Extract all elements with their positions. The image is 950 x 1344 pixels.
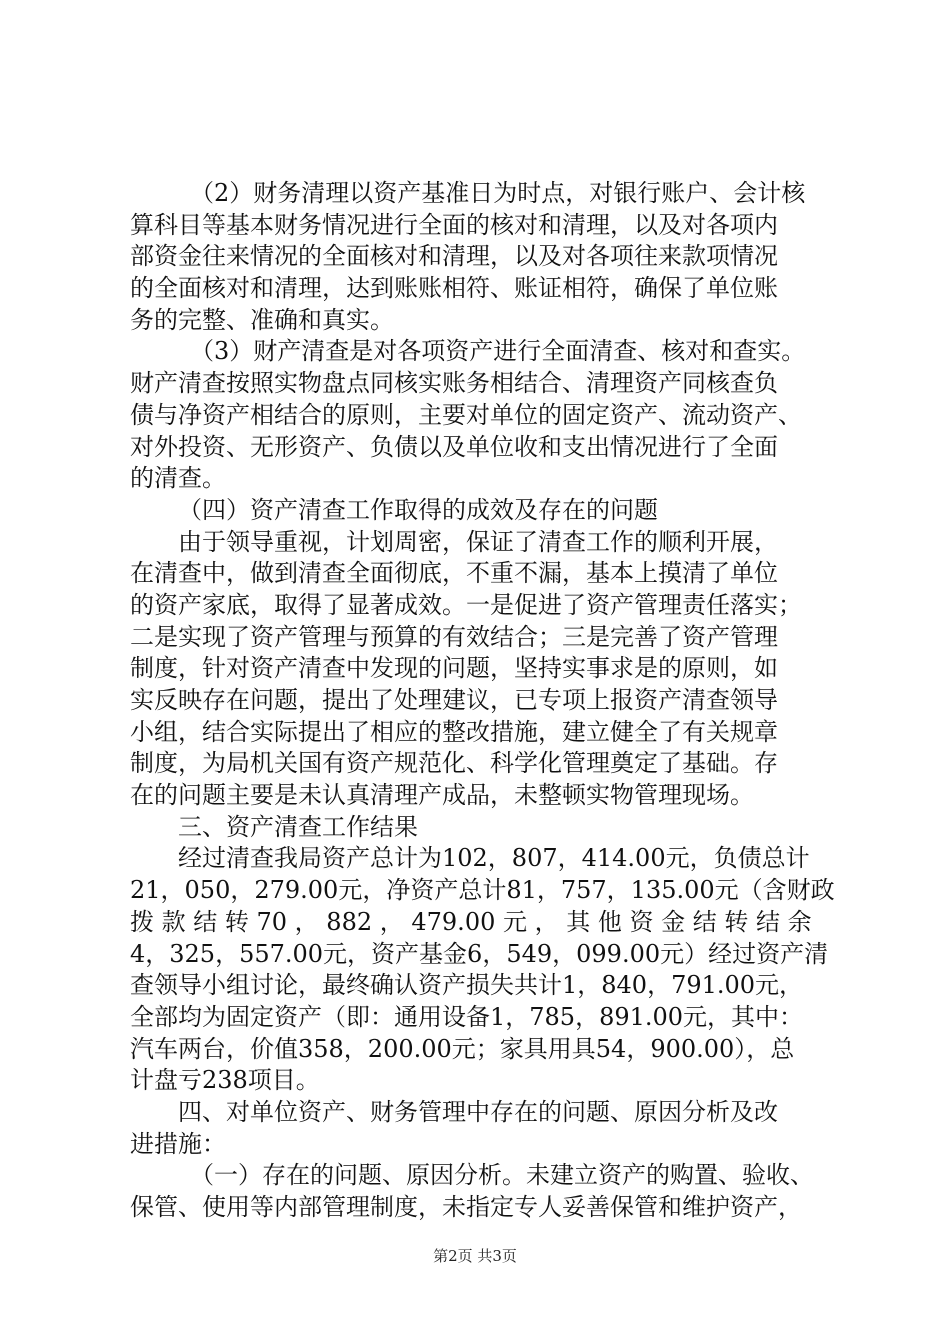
text-line: （3）财产清查是对各项资产进行全面清查、核对和查实。 [190, 337, 806, 365]
text-line: 由于领导重视，计划周密，保证了清查工作的顺利开展， [178, 528, 778, 556]
text-line: （2）财务清理以资产基准日为时点，对银行账户、会计核 [190, 179, 806, 207]
text-line: 务的完整、准确和真实。 [130, 306, 394, 334]
text-line: 在的问题主要是未认真清理产成品，未整顿实物管理现场。 [130, 781, 754, 809]
section-heading: （四）资产清查工作取得的成效及存在的问题 [178, 496, 658, 524]
text-line: 对外投资、无形资产、负债以及单位收和支出情况进行了全面 [130, 433, 778, 461]
text-line: 的全面核对和清理，达到账账相符、账证相符，确保了单位账 [130, 274, 778, 302]
text-line: 汽车两台，价值358，200.00元；家具用具54，900.00），总 [130, 1035, 795, 1063]
section-heading: 四、对单位资产、财务管理中存在的问题、原因分析及改 [178, 1098, 778, 1126]
text-line: 制度，针对资产清查中发现的问题，坚持实事求是的原则，如 [130, 654, 778, 682]
text-line: 债与净资产相结合的原则，主要对单位的固定资产、流动资产、 [130, 401, 802, 429]
text-line: 财产清查按照实物盘点同核实账务相结合、清理资产同核查负 [130, 369, 778, 397]
text-line: 实反映存在问题，提出了处理建议，已专项上报资产清查领导 [130, 686, 778, 714]
text-line: 二是实现了资产管理与预算的有效结合；三是完善了资产管理 [130, 623, 778, 651]
text-line: 在清查中，做到清查全面彻底，不重不漏，基本上摸清了单位 [130, 559, 778, 587]
section-heading: 三、资产清查工作结果 [178, 813, 418, 841]
page-footer: 第2页 共3页 [433, 1247, 517, 1265]
text-line: 算科目等基本财务情况进行全面的核对和清理，以及对各项内 [130, 211, 778, 239]
text-line: 查领导小组讨论，最终确认资产损失共计1，840，791.00元， [130, 971, 804, 999]
text-line: 计盘亏238项目。 [130, 1066, 320, 1094]
text-line: 21，050，279.00元，净资产总计81，757，135.00元（含财政 [130, 876, 835, 904]
text-line: 小组，结合实际提出了相应的整改措施，建立健全了有关规章 [130, 718, 778, 746]
text-line: 拨 款 结 转 70 ， 882 ， 479.00 元 ， 其 他 资 金 结 转 结 余 [130, 908, 812, 936]
text-line: 进措施： [130, 1130, 226, 1158]
text-line: 全部均为固定资产（即：通用设备1，785，891.00元，其中： [130, 1003, 804, 1031]
text-line: 的资产家底，取得了显著成效。一是促进了资产管理责任落实； [130, 591, 802, 619]
text-line: （一）存在的问题、原因分析。未建立资产的购置、验收、 [190, 1161, 814, 1189]
text-line: 制度，为局机关国有资产规范化、科学化管理奠定了基础。存 [130, 749, 778, 777]
text-line: 的清查。 [130, 464, 226, 492]
text-line: 部资金往来情况的全面核对和清理，以及对各项往来款项情况 [130, 242, 778, 270]
text-line: 经过清查我局资产总计为102，807，414.00元，负债总计 [178, 844, 810, 872]
text-line: 保管、使用等内部管理制度，未指定专人妥善保管和维护资产， [130, 1193, 802, 1221]
text-line: 4，325，557.00元，资产基金6，549，099.00元）经过资产清 [130, 940, 829, 968]
